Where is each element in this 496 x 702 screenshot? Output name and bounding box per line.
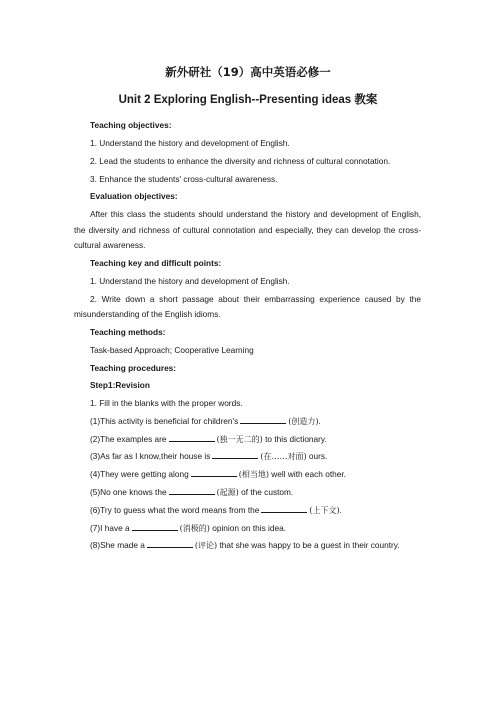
exercise-item [74, 467, 421, 483]
document-title-cn: 新外研社（19）高中英语必修一 [165, 65, 331, 79]
exercise-hint: (独一无二的) [216, 434, 263, 444]
objective-item: 3. Enhance the students' cross-cultural awareness. [90, 173, 278, 184]
answer-blank [212, 450, 258, 459]
exercise-text: . [339, 504, 342, 515]
exercise-text: that she was happy to be a guest in their country. [217, 540, 400, 551]
exercise-item [74, 503, 421, 519]
exercise-instruction: 1. Fill in the blanks with the proper words. [90, 398, 243, 409]
evaluation-objectives-text: After this class the students should understand the history and development of English, the diversity and richness of cultural connotation and especially, they can develop the cross-cultural awareness. [74, 209, 421, 251]
exercise-item [74, 521, 421, 537]
exercise-text: (7)I have a [90, 522, 130, 533]
answer-blank [191, 468, 237, 477]
document-title-en: Unit 2 Exploring English--Presenting ideas 教案 [118, 94, 378, 106]
teaching-objectives-heading: Teaching objectives: [90, 120, 172, 131]
exercise-text: . [318, 415, 321, 426]
document-body [74, 116, 421, 554]
exercise-hint: (相当地) [238, 470, 269, 480]
key-points-heading: Teaching key and difficult points: [90, 258, 222, 269]
exercise-hint: (评论) [194, 541, 218, 551]
objective-item: 1. Understand the history and development of English. [90, 137, 290, 148]
exercise-hint: (创造力) [288, 416, 319, 426]
exercise-text: (2)The examples are [90, 433, 167, 444]
teaching-methods-text: Task-based Approach; Cooperative Learning [90, 344, 254, 355]
key-point-item: 1. Understand the history and development of English. [90, 275, 290, 286]
answer-blank [169, 486, 215, 495]
answer-blank [261, 504, 307, 513]
exercise-text: (6)Try to guess what the word means from the [90, 504, 260, 515]
exercise-text: (1)This activity is beneficial for children's [90, 415, 239, 426]
exercise-text: (3)As far as I know,their house is [90, 451, 211, 462]
exercise-item [74, 432, 421, 448]
answer-blank [169, 433, 215, 442]
exercise-hint: (消极的) [179, 523, 210, 533]
exercise-text: of the custom. [238, 487, 294, 498]
exercise-hint: (起源) [216, 488, 239, 498]
evaluation-objectives-heading: Evaluation objectives: [90, 191, 178, 202]
objective-item: 2. Lead the students to enhance the diversity and richness of cultural connotation. [90, 155, 391, 166]
teaching-procedures-heading: Teaching procedures: [90, 362, 177, 373]
answer-blank [147, 539, 193, 548]
answer-blank [240, 415, 286, 424]
exercise-item [74, 538, 421, 554]
exercise-text: (8)She made a [90, 540, 145, 551]
exercise-item [74, 485, 421, 501]
exercise-item [74, 449, 421, 465]
exercise-text: opinion on this idea. [209, 522, 287, 533]
exercise-hint: (在……对面) [260, 452, 307, 462]
exercise-text: (5)No one knows the [90, 487, 167, 498]
exercise-item [74, 414, 421, 430]
exercise-text: to this dictionary. [262, 433, 327, 444]
exercise-text: ours. [306, 451, 328, 462]
exercise-text: well with each other. [268, 469, 346, 480]
exercise-hint: (上下文) [309, 505, 340, 515]
answer-blank [132, 522, 178, 531]
exercise-text: (4)They were getting along [90, 469, 189, 480]
step-heading: Step1:Revision [90, 380, 150, 391]
teaching-methods-heading: Teaching methods: [90, 327, 166, 337]
key-point-item: 2. Write down a short passage about their embarrassing experience caused by the misunderstanding of the English idioms. [74, 293, 421, 320]
